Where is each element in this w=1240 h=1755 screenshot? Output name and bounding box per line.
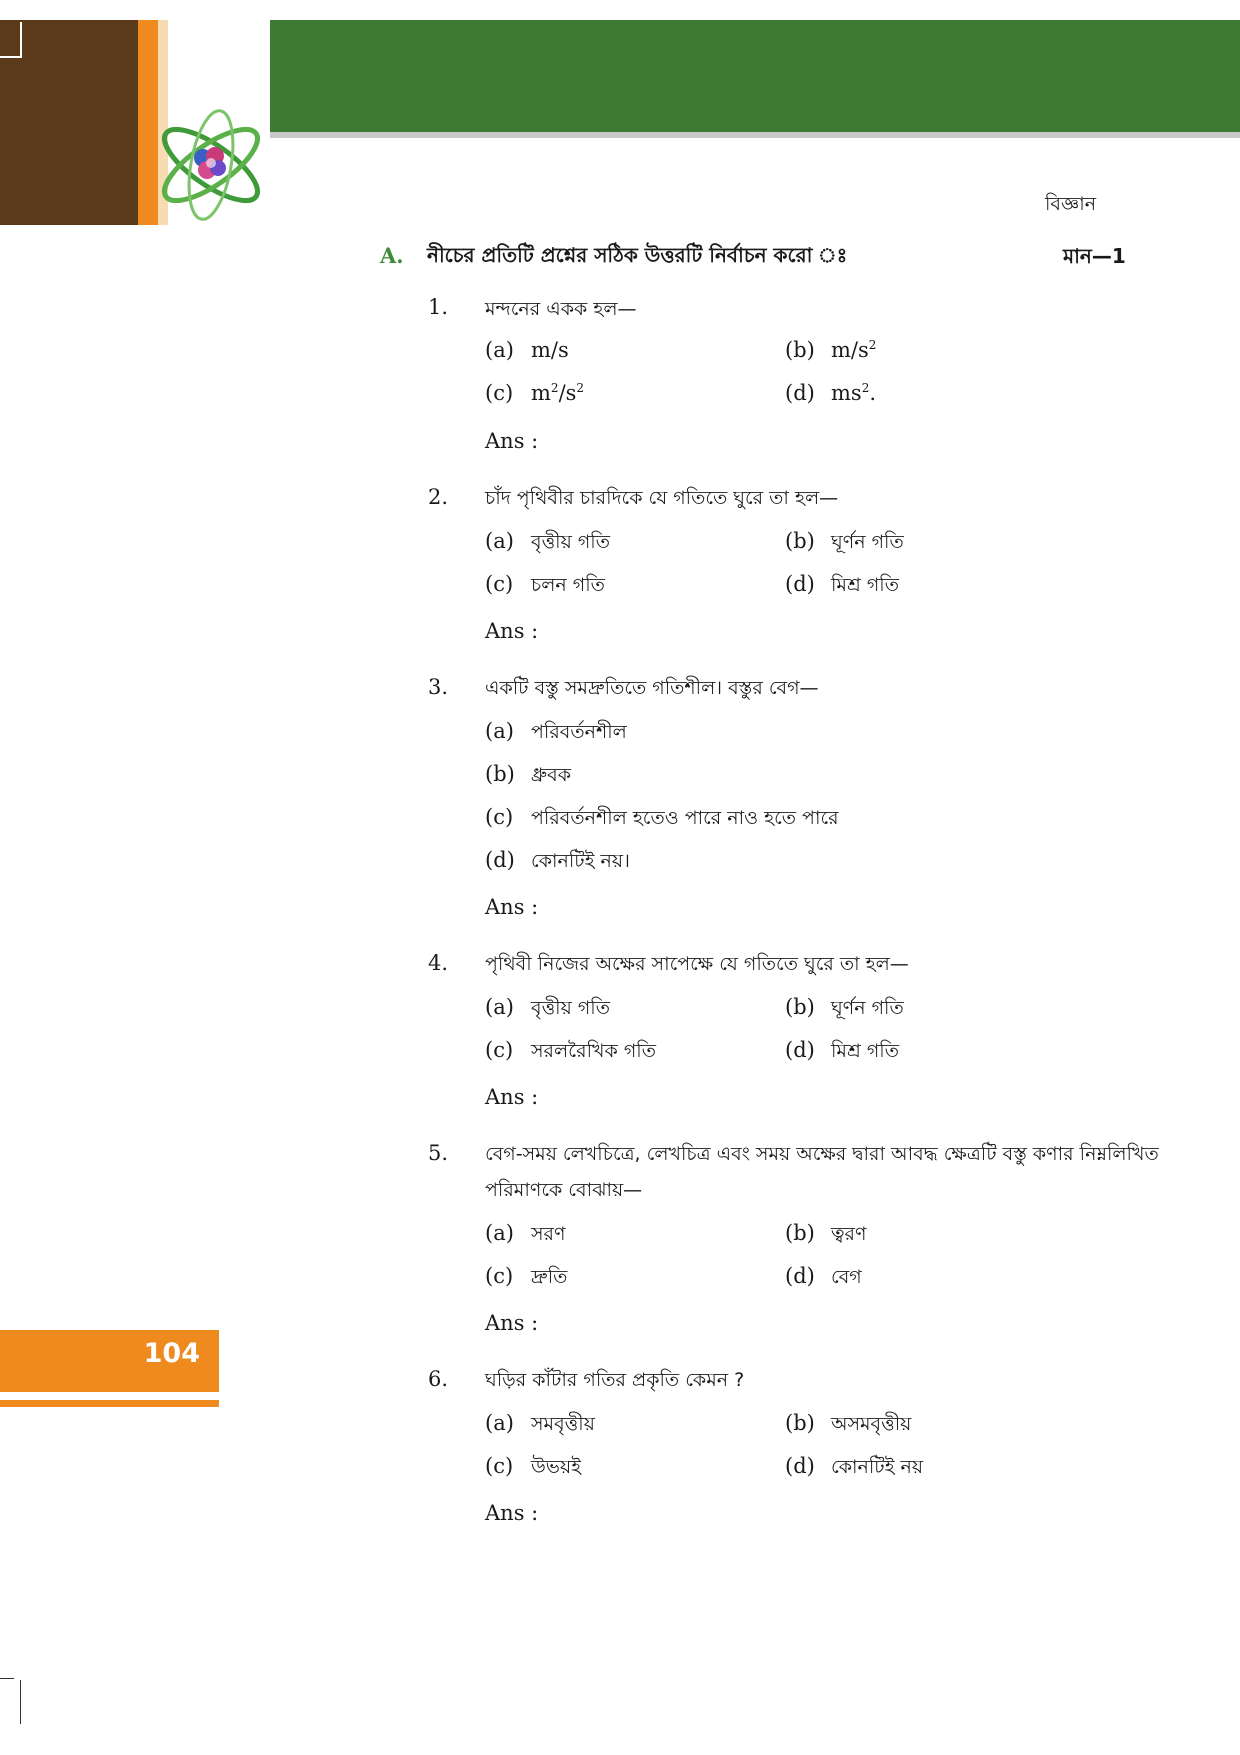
option-label: (c) xyxy=(485,1454,514,1478)
option-value: বৃত্তীয় গতি xyxy=(531,997,610,1019)
option-d xyxy=(785,381,876,405)
option-value: মিশ্র গতি xyxy=(831,1040,899,1062)
option-label: (a) xyxy=(485,338,514,362)
question-text: ঘড়ির কাঁটার গতির প্রকৃতি কেমন ? xyxy=(485,1369,745,1391)
subject-label: বিজ্ঞান xyxy=(1045,193,1097,215)
answer-label: Ans : xyxy=(485,429,539,453)
option-value: পরিবর্তনশীল xyxy=(531,721,627,743)
option-b xyxy=(785,1410,911,1442)
question-number: 1. xyxy=(428,295,449,319)
option-value: m/s xyxy=(831,338,869,362)
option-label: (d) xyxy=(785,1454,815,1478)
option-value: সরলরৈখিক গতি xyxy=(531,1040,656,1062)
option-label: (b) xyxy=(785,338,815,362)
option-value: /s xyxy=(558,381,577,405)
question-text: পৃথিবী নিজের অক্ষের সাপেক্ষে যে গতিতে ঘুরে তা হল— xyxy=(485,953,909,975)
option-d xyxy=(785,1037,899,1069)
option-label: (c) xyxy=(485,572,514,596)
option-value: ms xyxy=(831,381,862,405)
option-a xyxy=(485,338,569,362)
question-text-continued: পরিমাণকে বোঝায়— xyxy=(485,1179,643,1201)
option-b xyxy=(485,761,571,793)
option-value: কোনটিই নয় xyxy=(831,1456,924,1478)
option-b xyxy=(785,528,904,560)
option-label: (a) xyxy=(485,1411,514,1435)
question-text: একটি বস্তু সমদ্রুতিতে গতিশীল। বস্তুর বেগ— xyxy=(485,677,819,699)
option-label: (d) xyxy=(785,572,815,596)
option-value: বেগ xyxy=(831,1266,862,1288)
option-c xyxy=(485,804,839,836)
option-d xyxy=(785,1453,923,1485)
option-value: সমবৃত্তীয় xyxy=(531,1413,595,1435)
section-title: নীচের প্রতিটি প্রশ্নের সঠিক উত্তরটি নির্বাচন করো ঃ xyxy=(427,243,848,267)
option-label: (b) xyxy=(485,762,515,786)
option-a xyxy=(485,1410,595,1442)
header-green-bar xyxy=(270,20,1240,132)
question-number: 3. xyxy=(428,675,449,699)
option-d xyxy=(485,847,630,879)
superscript: 2 xyxy=(576,381,585,395)
option-label: (c) xyxy=(485,1038,514,1062)
option-b xyxy=(785,1220,866,1252)
option-label: (b) xyxy=(785,1411,815,1435)
header-bar-shadow xyxy=(270,132,1240,138)
option-label: (d) xyxy=(785,1038,815,1062)
superscript: 2 xyxy=(550,381,559,395)
answer-label: Ans : xyxy=(485,619,539,643)
option-value: মিশ্র গতি xyxy=(831,574,899,596)
marks-label: মান—1 xyxy=(1063,244,1126,268)
answer-label: Ans : xyxy=(485,1501,539,1525)
option-value: কোনটিই নয়। xyxy=(531,850,630,872)
superscript: 2 xyxy=(868,338,877,352)
option-b xyxy=(785,338,876,362)
page-number-underline xyxy=(0,1400,219,1407)
answer-label: Ans : xyxy=(485,1311,539,1335)
option-c xyxy=(485,1453,581,1485)
option-value: পরিবর্তনশীল হতেও পারে নাও হতে পারে xyxy=(531,807,839,829)
option-label: (b) xyxy=(785,529,815,553)
option-label: (a) xyxy=(485,529,514,553)
option-d xyxy=(785,1263,862,1295)
page-number: 104 xyxy=(143,1338,200,1369)
superscript: 2 xyxy=(861,381,870,395)
option-b xyxy=(785,994,904,1026)
option-label: (b) xyxy=(785,995,815,1019)
option-value: ঘূর্ণন গতি xyxy=(831,997,904,1019)
option-a xyxy=(485,718,627,750)
option-value: m xyxy=(531,381,551,405)
option-c xyxy=(485,381,584,405)
atom-logo-icon xyxy=(155,100,275,230)
option-d xyxy=(785,571,899,603)
option-value: সরণ xyxy=(531,1223,566,1245)
option-label: (d) xyxy=(785,381,815,405)
option-value: দ্রুতি xyxy=(531,1266,568,1288)
question-number: 4. xyxy=(428,951,449,975)
question-number: 5. xyxy=(428,1141,449,1165)
crop-mark xyxy=(0,22,22,58)
answer-label: Ans : xyxy=(485,895,539,919)
option-label: (b) xyxy=(785,1221,815,1245)
section-letter: A. xyxy=(380,243,404,268)
question-text: মন্দনের একক হল— xyxy=(485,298,637,320)
question-number: 2. xyxy=(428,485,449,509)
option-c xyxy=(485,1037,656,1069)
option-value: অসমবৃত্তীয় xyxy=(831,1413,912,1435)
question-number: 6. xyxy=(428,1367,449,1391)
answer-label: Ans : xyxy=(485,1085,539,1109)
option-value: বৃত্তীয় গতি xyxy=(531,531,610,553)
option-label: (a) xyxy=(485,1221,514,1245)
option-label: (c) xyxy=(485,381,514,405)
option-label: (c) xyxy=(485,805,514,829)
option-label: (c) xyxy=(485,1264,514,1288)
question-text: বেগ-সময় লেখচিত্রে, লেখচিত্র এবং সময় অক্ষের দ্বারা আবদ্ধ ক্ষেত্রটি বস্তু কণার নিম্নলিখিত xyxy=(485,1143,1159,1165)
option-a xyxy=(485,528,610,560)
option-a xyxy=(485,994,610,1026)
option-c xyxy=(485,1263,567,1295)
crop-mark xyxy=(0,1680,21,1724)
option-label: (a) xyxy=(485,995,514,1019)
option-value: ধ্রুবক xyxy=(531,764,572,786)
option-label: (d) xyxy=(485,848,515,872)
option-value: ঘূর্ণন গতি xyxy=(831,531,904,553)
option-value: ত্বরণ xyxy=(831,1223,867,1245)
option-value: m/s xyxy=(531,338,569,362)
option-value: . xyxy=(869,381,877,405)
question-text: চাঁদ পৃথিবীর চারদিকে যে গতিতে ঘুরে তা হল— xyxy=(485,487,839,509)
crop-mark xyxy=(0,1678,14,1679)
option-value: চলন গতি xyxy=(531,574,605,596)
option-value: উভয়ই xyxy=(531,1456,582,1478)
option-label: (a) xyxy=(485,719,514,743)
option-a xyxy=(485,1220,566,1252)
option-label: (d) xyxy=(785,1264,815,1288)
option-c xyxy=(485,571,605,603)
